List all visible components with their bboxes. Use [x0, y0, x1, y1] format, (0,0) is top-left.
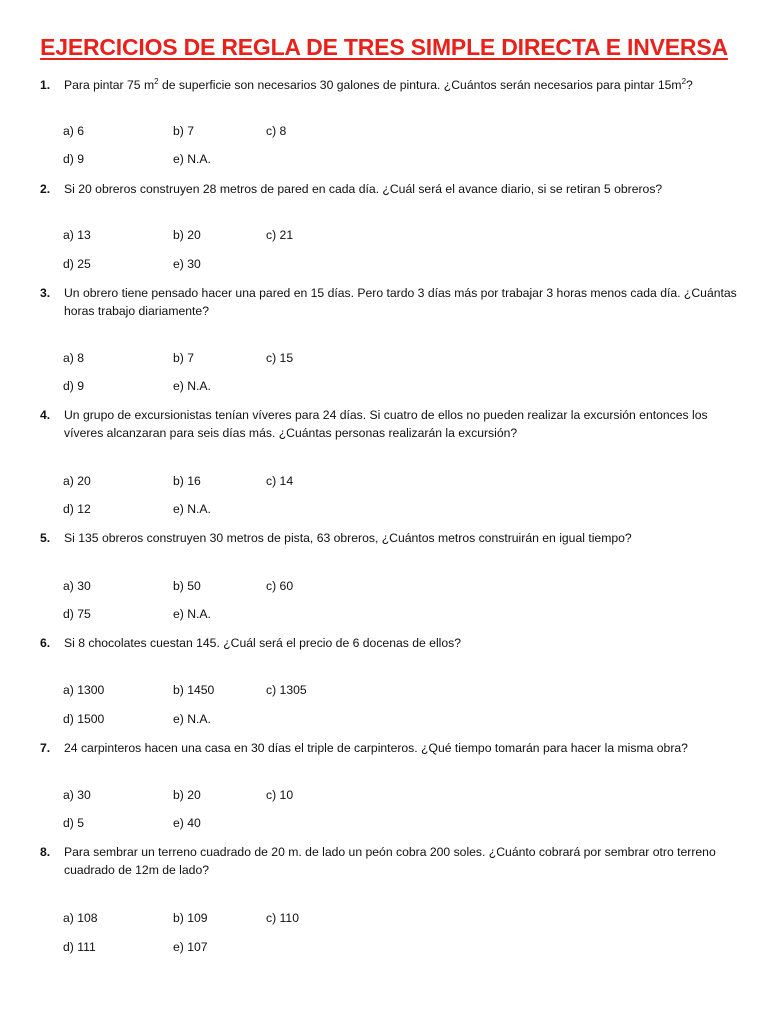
option-e: e) N.A.	[173, 607, 211, 621]
option-d: d) 9	[63, 379, 85, 393]
option-b: b) 20	[173, 228, 201, 242]
option-b: b) 16	[173, 474, 201, 488]
option-a: a) 108	[63, 911, 98, 925]
option-c: c) 60	[266, 579, 294, 593]
option-b: b) 50	[173, 579, 201, 593]
option-b: b) 1450	[173, 683, 215, 697]
option-d: d) 5	[63, 816, 85, 830]
question-number: 3.	[40, 286, 51, 300]
question-text: 24 carpinteros hacen una casa en 30 días el triple de carpinteros. ¿Qué tiempo tomarán para hacer la misma obra?	[64, 741, 688, 755]
option-a: a) 30	[63, 788, 91, 802]
option-b: b) 20	[173, 788, 201, 802]
question-text: Si 135 obreros construyen 30 metros de pista, 63 obreros, ¿Cuántos metros construirán en igual tiempo?	[64, 531, 632, 545]
option-e: e) N.A.	[173, 502, 211, 516]
option-b: b) 7	[173, 124, 195, 138]
question-text: Para pintar 75 $m^2$ de superficie son necesarios 30 galones de pintura. ¿Cuántos serán necesarios para pintar $15m^2$?	[64, 76, 693, 92]
option-d: d) 75	[63, 607, 91, 621]
question-number: 1.	[40, 78, 51, 92]
option-c: c) 1305	[266, 683, 307, 697]
option-e: e) 30	[173, 257, 201, 271]
option-e: e) N.A.	[173, 379, 211, 393]
question-text: Un grupo de excursionistas tenían víveres para 24 días. Si cuatro de ellos no pueden realizar la excursión entonces los víveres alcanzaran para seis días más. ¿Cuántas personas realizarán la excursión?	[64, 408, 708, 440]
question-text: Si 8 chocolates cuestan 145. ¿Cuál será el precio de 6 docenas de ellos?	[64, 636, 462, 650]
question-text: Para sembrar un terreno cuadrado de 20 m. de lado un peón cobra 200 soles. ¿Cuánto cobrará por sembrar otro terreno cuadrado de 12m de lado?	[64, 845, 716, 877]
option-c: c) 110	[266, 911, 299, 925]
option-a: a) 30	[63, 579, 91, 593]
question-text: Un obrero tiene pensado hacer una pared en 15 días. Pero tardo 3 días más por trabajar 3 horas menos cada día. ¿Cuántas horas trabajo diariamente?	[64, 286, 737, 318]
option-d: d) 25	[63, 257, 91, 271]
question-number: 6.	[40, 636, 51, 650]
option-c: c) 14	[266, 474, 294, 488]
option-d: d) 12	[63, 502, 91, 516]
question-number: 5.	[40, 531, 51, 545]
option-b: b) 7	[173, 351, 195, 365]
option-a: a) 8	[63, 351, 85, 365]
option-d: d) 111	[63, 940, 96, 954]
question-number: 2.	[40, 182, 51, 196]
option-e: e) N.A.	[173, 712, 211, 726]
option-c: c) 10	[266, 788, 294, 802]
option-b: b) 109	[173, 911, 208, 925]
option-e: e) N.A.	[173, 152, 211, 166]
option-a: a) 13	[63, 228, 91, 242]
option-e: e) 107	[173, 940, 208, 954]
option-e: e) 40	[173, 816, 201, 830]
option-a: a) 6	[63, 124, 85, 138]
question-number: 4.	[40, 408, 51, 422]
option-a: a) 1300	[63, 683, 105, 697]
option-d: d) 9	[63, 152, 85, 166]
page-title: EJERCICIOS DE REGLA DE TRES SIMPLE DIRECTA E INVERSA	[40, 34, 728, 60]
question-number: 7.	[40, 741, 51, 755]
option-c: c) 21	[266, 228, 294, 242]
option-c: c) 15	[266, 351, 294, 365]
option-a: a) 20	[63, 474, 91, 488]
question-number: 8.	[40, 845, 51, 859]
option-d: d) 1500	[63, 712, 105, 726]
option-c: c) 8	[266, 124, 287, 138]
question-text: Si 20 obreros construyen 28 metros de pared en cada día. ¿Cuál será el avance diario, si se retiran 5 obreros?	[64, 182, 663, 196]
